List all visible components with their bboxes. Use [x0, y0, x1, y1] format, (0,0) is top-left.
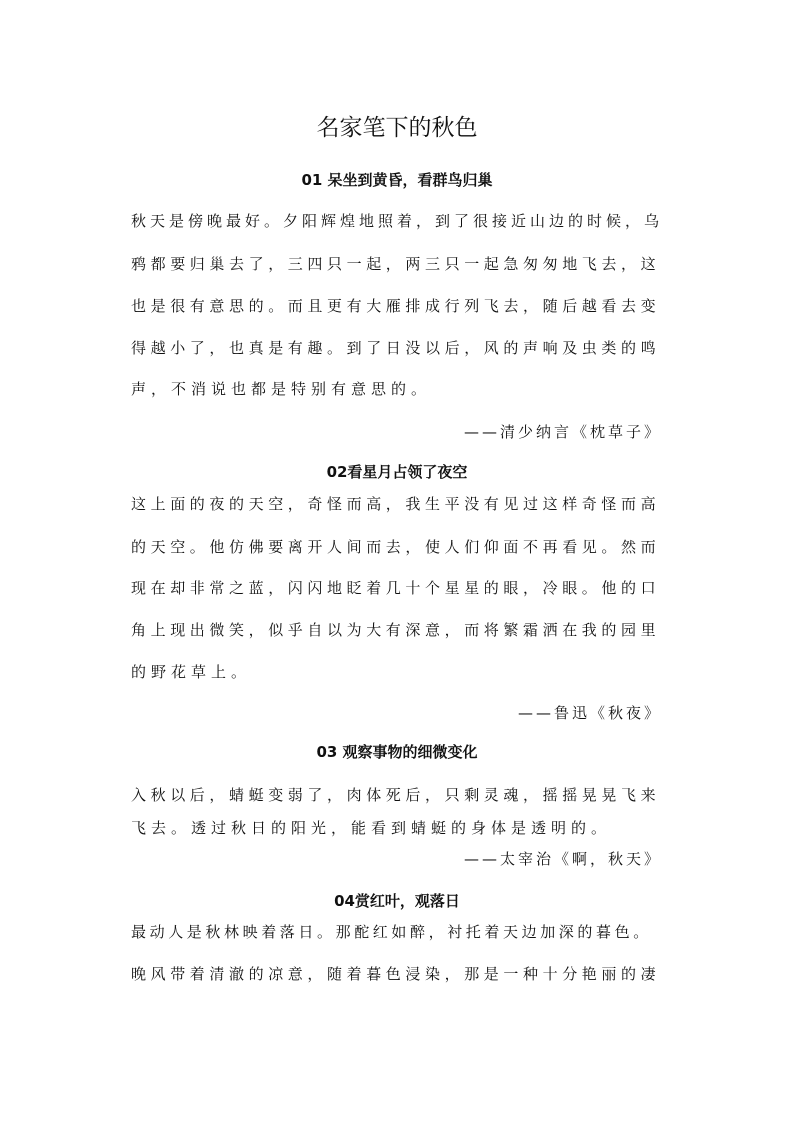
section-2-line-4: 角上现出微笑，似乎自以为大有深意，而将繁霜洒在我的园里 [131, 621, 661, 639]
section-2-line-5: 的野花草上。 [131, 663, 252, 681]
section-4-heading: 04赏红叶，观落日 [334, 892, 460, 910]
section-1-line-2: 鸦都要归巢去了，三四只一起，两三只一起急匆匆地飞去，这 [131, 255, 661, 273]
section-1-line-3: 也是很有意思的。而且更有大雁排成行列飞去，随后越看去变 [131, 297, 661, 315]
page-title: 名家笔下的秋色 [316, 115, 478, 141]
section-3-attribution: ——太宰治《啊，秋天》 [463, 850, 662, 868]
section-3-line-2: 飞去。透过秋日的阳光，能看到蜻蜓的身体是透明的。 [131, 819, 612, 837]
section-2-line-1: 这上面的夜的天空，奇怪而高，我生平没有见过这样奇怪而高 [131, 495, 661, 513]
section-1-heading: 01 呆坐到黄昏，看群鸟归巢 [301, 171, 493, 189]
section-3-line-1: 入秋以后，蜻蜓变弱了，肉体死后，只剩灵魂，摇摇晃晃飞来 [131, 786, 661, 804]
section-2-attribution: ——鲁迅《秋夜》 [517, 704, 662, 722]
section-1-line-5: 声，不消说也都是特别有意思的。 [131, 380, 432, 398]
section-1-line-1: 秋天是傍晚最好。夕阳辉煌地照着，到了很接近山边的时候，乌 [131, 212, 664, 230]
section-2-line-2: 的天空。他仿佛要离开人间而去，使人们仰面不再看见。然而 [131, 538, 661, 556]
section-2-line-3: 现在却非常之蓝，闪闪地眨着几十个星星的眼，冷眼。他的口 [131, 579, 661, 597]
section-4-line-2: 晚风带着清澈的凉意，随着暮色浸染，那是一种十分艳丽的凄 [131, 965, 661, 983]
section-1-attribution: ——清少纳言《枕草子》 [463, 423, 662, 441]
section-4-line-1: 最动人是秋林映着落日。那酡红如醉，衬托着天边加深的暮色。 [131, 923, 652, 941]
section-3-heading: 03 观察事物的细微变化 [316, 743, 478, 761]
section-1-line-4: 得越小了，也真是有趣。到了日没以后，风的声响及虫类的鸣 [131, 339, 661, 357]
section-2-heading: 02看星月占领了夜空 [326, 463, 468, 481]
